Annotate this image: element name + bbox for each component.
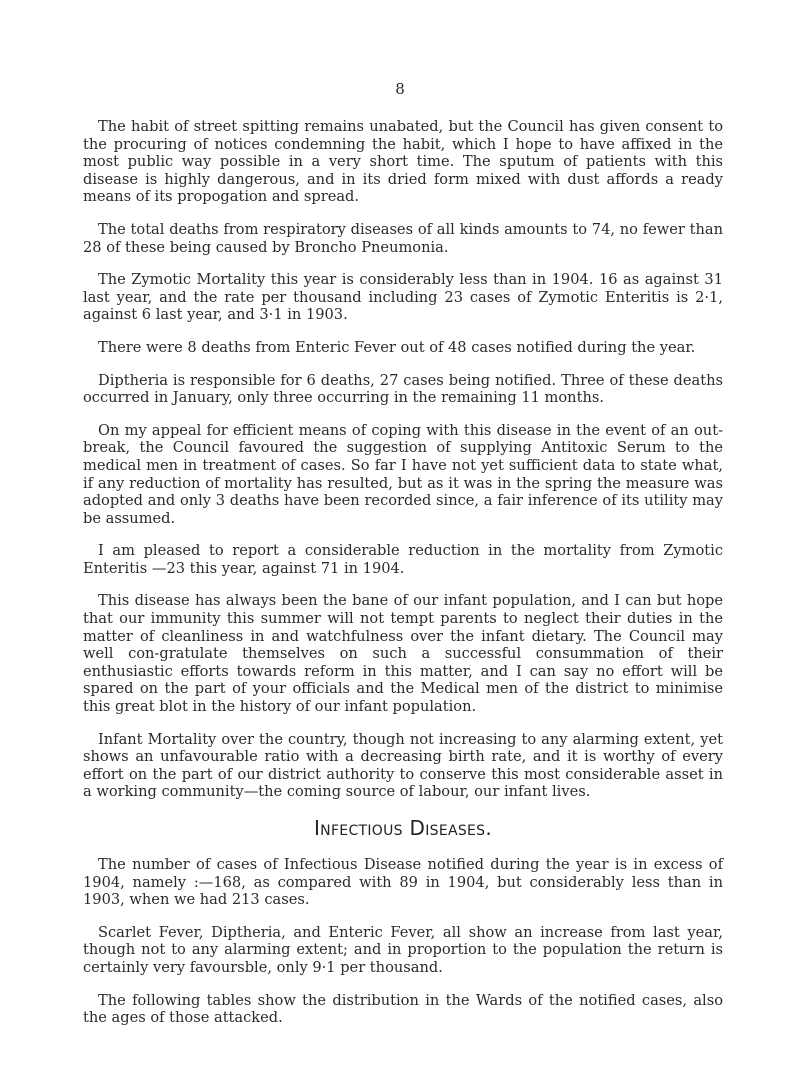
paragraph-respiratory-deaths: The total deaths from respiratory diseases of all kinds amounts to 74, no fewer than 28 of these being caused by Broncho Pneumonia. [83, 220, 723, 256]
paragraph-antitoxic-serum: On my appeal for efficient means of coping with this disease in the event of an out-break, the Council favoured the suggestion of supplying Antitoxic Serum to the medical men in treatment of cases. So far I have not yet sufficient data to state what, if any reduction of mortality has resulted, but as it was in the spring the measure was adopted and only 3 deaths have been recorded since, a fair inference of its utility may be assumed. [83, 421, 723, 527]
page-number: 8 [395, 80, 405, 98]
paragraph-enteric-fever: There were 8 deaths from Enteric Fever out of 48 cases notified during the year. [98, 338, 696, 356]
paragraph-scarlet-fever: Scarlet Fever, Diptheria, and Enteric Fever, all show an increase from last year, though not to any alarming extent; and in proportion to the population the return is certainly very favoursble, only 9·1 per thousand. [83, 923, 723, 976]
document-body [83, 118, 723, 1042]
paragraph-zymotic-mortality: The Zymotic Mortality this year is considerably less than in 1904. 16 as against 31 last year, and the rate per thousand including 23 cases of Zymotic Enteritis is 2·1, against 6 last year, and 3·1 in 1903. [83, 271, 723, 324]
paragraph-infant-population: This disease has always been the bane of our infant population, and I can but hope that our immunity this summer will not tempt parents to neglect their duties in the matter of cleanliness in and watchfulness over the infant dietary. The Council may well con-gratulate themselves on such a successful consummation of their enthusiastic efforts towards reform in this matter, and I can say no effort will be spared on the part of your officials and the Medical men of the district to minimise this great blot in the history of our infant population. [83, 592, 723, 716]
section-heading-infectious-diseases: Infectious Diseases. [313, 816, 493, 840]
paragraph-street-spitting: The habit of street spitting remains unabated, but the Council has given consent to the procuring of notices condemning the habit, which I hope to have affixed in the most public way possible in a very short time. The sputum of patients with this disease is highly dangerous, and in its dried form mixed with dust affords a ready means of its propogation and spread. [83, 118, 723, 206]
paragraph-infectious-cases: The number of cases of Infectious Disease notified during the year is in excess of 1904, namely :—168, as compared with 89 in 1904, but considerably less than in 1903, when we had 213 cases. [83, 856, 723, 909]
paragraph-zymotic-enteritis: I am pleased to report a considerable reduction in the mortality from Zymotic Enteritis —23 this year, against 71 in 1904. [83, 542, 723, 577]
paragraph-infant-mortality: Infant Mortality over the country, though not increasing to any alarming extent, yet shows an unfavourable ratio with a decreasing birth rate, and it is worthy of every effort on the part of our district authority to conserve this most considerable asset in a working community—the coming source of labour, our infant lives. [83, 730, 723, 801]
paragraph-tables-intro: The following tables show the distribution in the Wards of the notified cases, also the ages of those attacked. [83, 991, 723, 1027]
paragraph-diptheria: Diptheria is responsible for 6 deaths, 27 cases being notified. Three of these deaths occurred in January, only three occurring in the remaining 11 months. [83, 371, 723, 407]
